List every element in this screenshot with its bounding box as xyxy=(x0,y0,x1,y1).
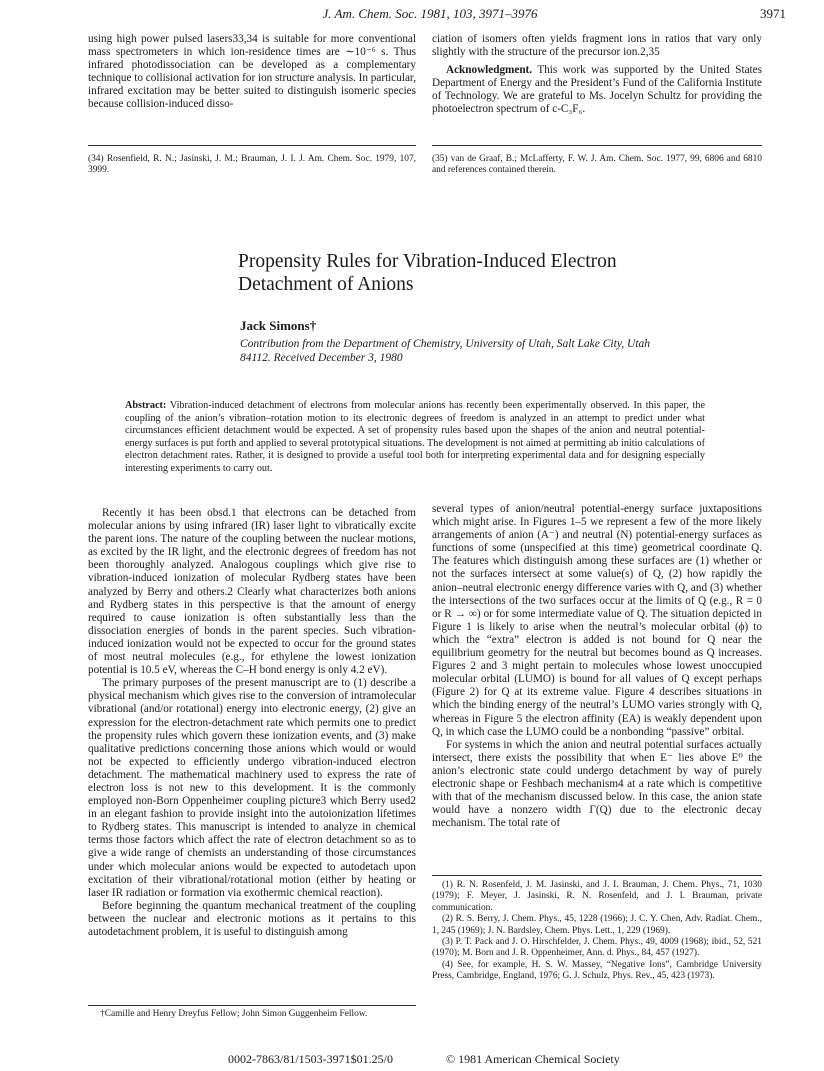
page-number: 3971 xyxy=(760,6,786,21)
body-paragraph: Before beginning the quantum mechanical treatment of the coupling between the nuclear and electronic motions as it pertains to this autodetachment problem, it is useful to distinguish among xyxy=(88,899,416,938)
page-footer xyxy=(0,1052,824,1068)
author-name: Jack Simons† xyxy=(240,318,317,333)
footnote-divider xyxy=(88,1005,416,1006)
reference-item: (2) R. S. Berry, J. Chem. Phys., 45, 1228 (1966); J. C. Y. Chen, Adv. Radiat. Chem., 1, 245 (1969); J. N. Bardsley, Chem. Phys. Lett., 1, 229 (1969). xyxy=(432,914,762,936)
previous-article-left-text xyxy=(88,33,416,112)
body-paragraph: For systems in which the anion and neutral potential surfaces actually intersect, there exists the possibility that when E⁻ lies above E⁰ the anion’s electronic state could undergo detachment by way of purely electronic shape or Feshbach mechanism4 at a rate which is competitive with that of the mechanism discussed below. In this case, the anion state would have a nonzero width Γ(Q) due to the electronic decay mechanism. The total rate of xyxy=(432,738,762,830)
abstract xyxy=(125,400,705,476)
prev-right-paragraph: ciation of isomers often yields fragment ions in ratios that vary only slightly with the structure of the precursor ion.2,35 xyxy=(432,33,762,59)
reference-item: (1) R. N. Rosenfeld, J. M. Jasinski, and J. I. Brauman, J. Chem. Phys., 71, 1030 (1979); F. Meyer, J. Jasinski, R. N. Rosenfeld, and J. I. Brauman, private communication. xyxy=(432,880,762,913)
abstract-label: Abstract: xyxy=(125,400,167,411)
abstract-text: Vibration-induced detachment of electrons from molecular anions has recently been experimentally observed. In this paper, the coupling of the anion’s vibration–rotation motion to its electronic degrees of freedom is analyzed in an attempt to predict under what circumstances efficient detachment would be expected. A set of propensity rules based upon the shapes of the anion and neutral potential-energy surfaces is put forth and applied to several prototypical situations. The development is not aimed at permitting ab initio calculations of electron detachment rates. Rather, it is designed to provide a useful tool both for interpreting experimental data and for designing especially interesting experiments to carry out. xyxy=(125,400,705,474)
references-divider xyxy=(432,875,762,876)
body-right-column xyxy=(432,503,762,830)
footnote-divider xyxy=(432,145,762,146)
author-footnote: †Camille and Henry Dreyfus Fellow; John Simon Guggenheim Fellow. xyxy=(100,1009,368,1019)
footnote-34: (34) Rosenfield, R. N.; Jasinski, J. M.; Brauman, J. I. J. Am. Chem. Soc. 1979, 107, 3999. xyxy=(88,154,416,176)
reference-item: (4) See, for example, H. S. W. Massey, “Negative Ions”, Cambridge University Press, Cambridge, England, 1976; G. J. Schulz, Phys. Rev., 45, 423 (1973). xyxy=(432,959,762,982)
article-title: Propensity Rules for Vibration-Induced Electron Detachment of Anions xyxy=(238,251,617,295)
body-paragraph: The primary purposes of the present manuscript are to (1) describe a physical mechanism which gives rise to the conversion of intramolecular vibrational (and/or rotational) energy into electronic energy, (2) give an expression for the electron-detachment rate which permits one to predict the propensity rules which govern these ionization events, and (3) make qualitative predictions concerning those anions which would or would not be expected to efficiently undergo vibration-induced electron detachment. The mathematical machinery used to express the rate of electron loss is not new to this development. It is the commonly employed non-Born Oppenheimer coupling picture3 which Berry used2 in an elegant fashion to provide insight into the autoionization lifetimes to Rydberg states. This manuscript is intended to analyze in chemical terms those factors which affect the rate of electron detachment so as to give a wide range of chemists an understanding of those circumstances under which molecular anions would be expected to autodetach upon excitation of their vibrational/rotational motion (either by heating or laser IR radiation or formation via exothermic chemical reaction). xyxy=(88,677,416,899)
publication-code: 0002-7863/81/1503-3971$01.25/0 xyxy=(228,1052,393,1066)
prev-left-paragraph: using high power pulsed lasers33,34 is suitable for more conventional mass spectrometers in which ion-residence times are ∼10⁻⁶ s. Thus infrared photodissociation can be developed as a complementary technique to collisional activation for ion structure analysis. In particular, infrared excitation may be better suited to distinguish isomeric species because collision-induced disso- xyxy=(88,33,416,111)
body-paragraph: Recently it has been obsd.1 that electrons can be detached from molecular anions by using infrared (IR) laser light to vibratically excite the parent ions. The nature of the coupling between the nuclear motions, as excited by the IR light, and the electronic degrees of freedom has not been thoroughly analyzed. Analogous couplings which give rise to vibration-induced ionization of molecular Rydberg states have been analyzed by Berry and others.2 Clearly what characterizes both anions and Rydberg states in this perspective is that the amount of energy required to cause ionization is often substantially less than the dissociation energies of bonds in the parent species. Such vibration-induced ionization would not be expected to occur for the ground states of most neutral molecules (e.g., for ethylene the lowest ionization potential is 10.5 eV, whereas the C–H bond energy is only 4.2 eV). xyxy=(88,507,416,677)
journal-citation: J. Am. Chem. Soc. 1981, 103, 3971–3976 xyxy=(322,6,538,21)
footnote-35: (35) van de Graaf, B.; McLafferty, F. W. J. Am. Chem. Soc. 1977, 99, 6806 and 6810 and references contained therein. xyxy=(432,154,762,176)
reference-item: (3) P. T. Pack and J. O. Hirschfelder, J. Chem. Phys., 49, 4009 (1968); ibid., 52, 521 (1970); M. Born and J. R. Oppenheimer, Ann. d. Phys., 84, 457 (1927). xyxy=(432,937,762,959)
running-head xyxy=(0,6,824,26)
copyright: © 1981 American Chemical Society xyxy=(446,1052,620,1066)
body-paragraph: several types of anion/neutral potential-energy surface juxtapositions which might arise. In Figures 1–5 we represent a few of the more likely arrangements of anion (A⁻) and neutral (N) potential-energy surfaces as functions of some (unspecified at this time) geometrical coordinate Q. The features which distinguish among these surfaces are (1) whether or not the surfaces intersect at some value(s) of Q, (2) how rapidly the anion–neutral electronic energy difference varies with Q, and (3) whether the intersections of the two surfaces occur at the limits of Q (e.g., R = 0 or R → ∞) or for some intermediate value of Q. The situation depicted in Figure 1 is likely to arise when the neutral’s molecular orbital (ϕ) to which the “extra” electron is added is not bound for Q near the equilibrium geometry for the neutral but becomes bound as Q increases. Figures 2 and 3 might pertain to molecules whose lowest unoccupied molecular orbital (LUMO) is bound for all values of Q except perhaps (Figure 2) for Q at its extreme value. Figure 4 describes situations in which the binding energy of the neutral’s LUMO varies strongly with Q, whereas in Figure 5 the electron affinity (EA) is weakly dependent upon Q, in which case the LUMO could be a nonbonding “passive” orbital. xyxy=(432,503,762,738)
author-affiliation: Contribution from the Department of Chemistry, University of Utah, Salt Lake City, Utah 84112. Received December 3, 1980 xyxy=(240,338,651,364)
acknowledgment xyxy=(432,64,762,116)
acknowledgment-heading: Acknowledgment. xyxy=(446,64,533,77)
previous-article-right-text xyxy=(432,33,762,117)
body-left-column xyxy=(88,507,416,939)
acknowledgment-text: This work was supported by the United States Department of Energy and the President’s Fund of the California Institute of Technology. We are grateful to Ms. Jocelyn Schultz for providing the photoelectron spectrum of c-C₃F₆. xyxy=(432,64,762,116)
footnote-divider xyxy=(88,145,416,146)
references xyxy=(432,880,762,983)
